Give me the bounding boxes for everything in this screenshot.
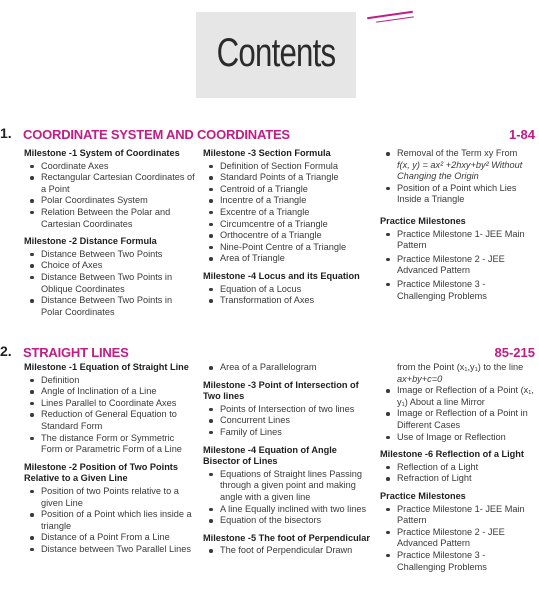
list-item[interactable]: Equation of the bisectors [203,515,375,527]
list-item[interactable]: Reduction of General Equation to Standard Form [24,409,196,432]
milestone [203,148,375,265]
list-item[interactable]: Points of Intersection of two lines [203,404,375,416]
list-item[interactable]: Distance between Two Parallel Lines [24,544,196,556]
milestone [24,236,196,318]
list-item[interactable]: Transformation of Axes [203,295,375,307]
chapter1-col2 [203,148,375,313]
list-item[interactable]: Distance Between Two Points in Oblique Coordinates [24,272,196,295]
list-item[interactable]: Refraction of Light [380,473,536,485]
list-item[interactable]: Coordinate Axes [24,161,196,173]
list-item[interactable]: Angle of Inclination of a Line [24,386,196,398]
milestone-continued [380,362,536,443]
list-item[interactable]: A line Equally inclined with two lines [203,504,375,516]
list-item[interactable]: Distance Between Two Points in Polar Coordinates [24,295,196,318]
list-item[interactable]: Equation of a Locus [203,284,375,296]
list-item[interactable]: Use of Image or Reflection [380,432,536,444]
list-item[interactable]: Definition of Section Formula [203,161,375,173]
list-item[interactable]: Equations of Straight lines Passing through a given point and making angle with a given line [203,469,375,504]
list-item[interactable]: Standard Points of a Triangle [203,172,375,184]
milestone-continued [203,362,375,374]
milestone-title[interactable]: Milestone -3 Point of Intersection of Two lines [203,379,359,402]
list-item[interactable]: Orthocentre of a Triangle [203,230,375,242]
list-item[interactable]: Position of two Points relative to a given Line [24,486,196,509]
list-item[interactable]: Image or Reflection of a Point (x₁, y₁) About a line Mirror [380,385,536,408]
chapter1-col3 [380,148,536,308]
chapter-title[interactable]: COORDINATE SYSTEM AND COORDINATES [23,127,290,142]
chapter2-col2 [203,362,375,563]
list-item[interactable]: Polar Coordinates System [24,195,196,207]
list-item[interactable]: Concurrent Lines [203,415,375,427]
list-item[interactable]: The distance Form or Symmetric Form or Parametric Form of a Line [24,433,196,456]
list-item[interactable]: Family of Lines [203,427,375,439]
list-item[interactable]: Position of a Point which Lies Inside a Triangle [380,183,536,206]
header-accent-line [376,16,414,22]
list-item[interactable]: Practice Milestone 1- JEE Main Pattern [380,504,536,527]
list-item[interactable]: Practice Milestone 2 - JEE Advanced Pattern [380,254,536,277]
list-item[interactable]: Area of Triangle [203,253,375,265]
milestone [24,362,196,456]
list-item[interactable]: Choice of Axes [24,260,196,272]
milestone-title[interactable]: Milestone -5 The foot of Perpendicular [203,532,370,543]
chapter2-col1 [24,362,196,562]
list-item[interactable]: Reflection of a Light [380,462,536,474]
list-item[interactable]: Circumcentre of a Triangle [203,219,375,231]
list-item[interactable]: Nine-Point Centre of a Triangle [203,242,375,254]
milestone-title[interactable]: Milestone -1 System of Coordinates [24,148,180,158]
list-item[interactable]: Definition [24,375,196,387]
chapter-number: 1. [0,125,12,141]
removal-formula: f(x, y) = ax² +2hxy+by² Without Changing the Origin [397,159,523,182]
chapter-number: 2. [0,343,12,359]
practice-title[interactable]: Practice Milestones [380,215,466,226]
continuation-formula: ax+by+c=0 [397,373,443,384]
milestone [380,449,536,485]
milestone [24,148,196,230]
milestone-title[interactable]: Milestone -3 Section Formula [203,148,331,158]
milestone [203,445,375,527]
milestone [24,462,196,556]
list-item[interactable]: Lines Parallel to Coordinate Axes [24,398,196,410]
practice-title[interactable]: Practice Milestones [380,490,466,501]
chapter1-col1 [24,148,196,324]
practice-milestones [380,216,536,302]
list-item[interactable]: Practice Milestone 3 - Challenging Problems [380,550,536,573]
milestone [203,271,375,307]
list-item[interactable]: Incentre of a Triangle [203,195,375,207]
milestone-title[interactable]: Milestone -1 Equation of Straight Line [24,362,189,372]
page-title: Contents [216,31,336,75]
list-item[interactable]: Centroid of a Triangle [203,184,375,196]
milestone-title[interactable]: Milestone -2 Position of Two Points Relative to a Given Line [24,461,178,484]
milestone-continued [380,148,536,206]
milestone [203,380,375,439]
chapter2-col3 [380,362,536,579]
list-item[interactable]: Practice Milestone 2 - JEE Advanced Pattern [380,527,536,550]
continuation-text: from the Point (x₁,y₁) to the line [397,362,524,372]
list-item[interactable]: Relation Between the Polar and Cartesian Coordinates [24,207,196,230]
milestone-title[interactable]: Milestone -6 Reflection of a Light [380,449,524,460]
chapter-pages: 1-84 [508,127,535,142]
list-item[interactable]: Image or Reflection of a Point in Different Cases [380,408,536,431]
list-item[interactable]: Distance Between Two Points [24,249,196,261]
practice-milestones [380,491,536,573]
chapter-pages: 85-215 [494,345,535,360]
list-item[interactable]: Practice Milestone 3 - Challenging Problems [380,279,536,302]
list-item[interactable]: Rectangular Cartesian Coordinates of a Point [24,172,196,195]
chapter-title[interactable]: STRAIGHT LINES [23,345,129,360]
list-item[interactable]: Distance of a Point From a Line [24,532,196,544]
removal-text: Removal of the Term xy From [397,148,518,158]
list-item[interactable]: The foot of Perpendicular Drawn [203,545,375,557]
milestone-title[interactable]: Milestone -4 Locus and its Equation [203,270,360,281]
list-item[interactable]: Practice Milestone 1- JEE Main Pattern [380,229,536,252]
milestone-title[interactable]: Milestone -4 Equation of Angle Bisector of Lines [203,444,337,467]
list-item[interactable]: Position of a Point which lies inside a triangle [24,509,196,532]
list-item[interactable]: Area of a Parallelogram [203,362,375,374]
milestone-title[interactable]: Milestone -2 Distance Formula [24,236,157,247]
list-item[interactable]: Excentre of a Triangle [203,207,375,219]
list-item[interactable] [380,148,536,183]
milestone [203,533,375,557]
